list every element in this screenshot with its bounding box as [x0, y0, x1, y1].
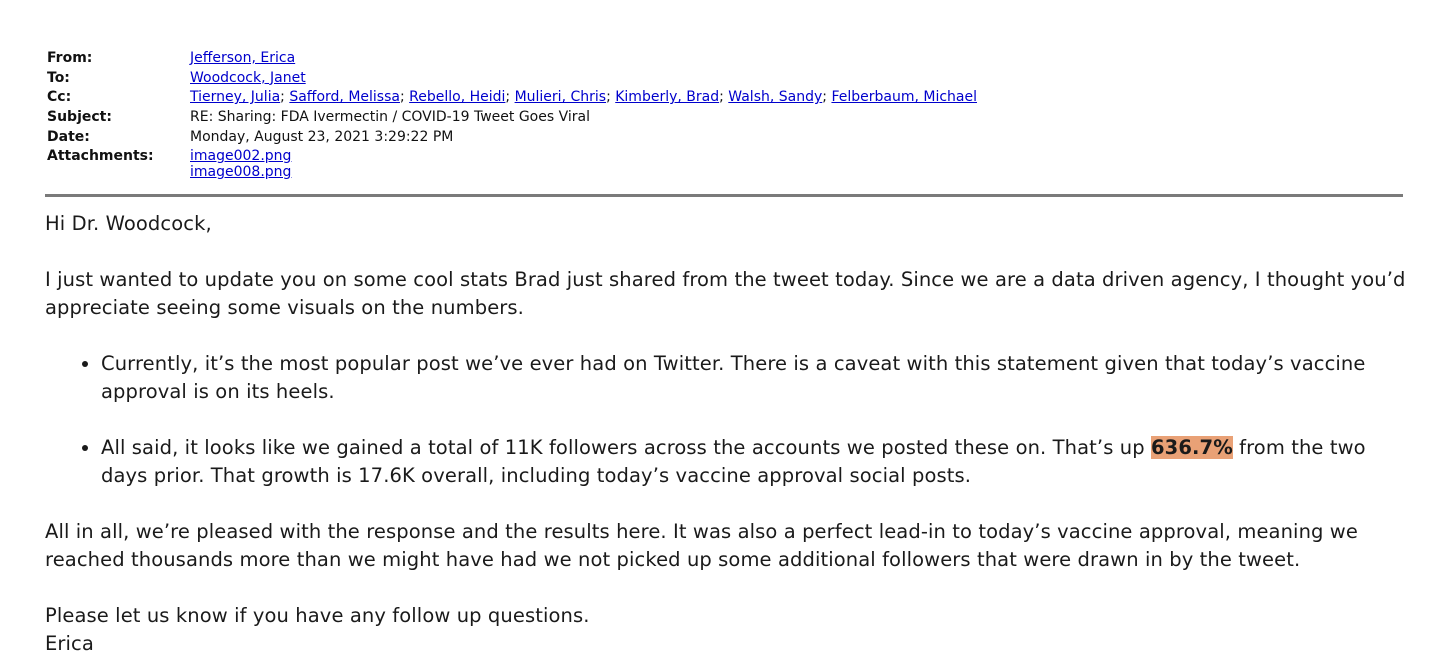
intro-paragraph: I just wanted to update you on some cool stats Brad just shared from the tweet today. Since we are a data driven agency, I thought you’d appreciate seeing some visuals on the numbers.: [45, 268, 1406, 319]
cc-label: Cc:: [47, 89, 72, 106]
cc-separator: ;: [505, 89, 515, 106]
email-body: [45, 210, 1415, 658]
cc-separator: ;: [822, 89, 832, 106]
cc-separator: ;: [719, 89, 729, 106]
bullet-text: from the two days prior. That growth is 17.6K overall, including today’s vaccine approval social posts.: [101, 436, 1366, 487]
to-link[interactable]: Woodcock, Janet: [190, 69, 306, 86]
bullet-text: All said, it looks like we gained a total of 11K followers across the accounts we posted these on. That’s up: [101, 436, 1152, 459]
closing-line: Please let us know if you have any follow up questions.: [45, 604, 590, 627]
subject-label: Subject:: [47, 109, 112, 126]
subject-value: RE: Sharing: FDA Ivermectin / COVID-19 Tweet Goes Viral: [190, 109, 590, 126]
cc-separator: ;: [606, 89, 616, 106]
cc-list: [190, 88, 977, 108]
attachments-label: Attachments:: [47, 148, 154, 165]
bullet-list: [45, 350, 1415, 490]
highlighted-stat: 636.7%: [1151, 436, 1233, 459]
summary-paragraph: All in all, we’re pleased with the response and the results here. It was also a perfect lead-in to today’s vaccine approval, meaning we reached thousands more than we might have had we not picked up some additional followers that were drawn in by the tweet.: [45, 520, 1358, 571]
to-label: To:: [47, 69, 70, 86]
signature: Erica: [45, 632, 94, 655]
greeting: Hi Dr. Woodcock,: [45, 212, 212, 235]
cc-link[interactable]: Tierney, Julia: [190, 89, 281, 106]
cc-link[interactable]: Walsh, Sandy: [728, 89, 823, 106]
cc-separator: ;: [399, 89, 410, 106]
bullet-item: [101, 434, 1415, 490]
cc-link[interactable]: Safford, Melissa: [289, 89, 400, 106]
from-link[interactable]: Jefferson, Erica: [190, 50, 296, 66]
header-divider: [45, 194, 1403, 197]
attachment-link[interactable]: image002.png: [190, 148, 292, 164]
from-label: From:: [47, 50, 93, 66]
cc-link[interactable]: Rebello, Heidi: [409, 89, 506, 106]
cc-link[interactable]: Kimberly, Brad: [615, 89, 720, 106]
attachment-link[interactable]: image008.png: [190, 164, 292, 180]
cc-link[interactable]: Felberbaum, Michael: [831, 89, 977, 106]
cc-link[interactable]: Mulieri, Chris: [514, 89, 607, 106]
bullet-item: • Currently, it’s the most popular post we’ve ever had on Twitter. There is a caveat with this statement given that today’s vaccine approval is on its heels.: [101, 350, 1415, 406]
date-label: Date:: [47, 128, 90, 145]
cc-separator: ;: [280, 89, 290, 106]
attachments-list: [190, 148, 291, 180]
date-value: Monday, August 23, 2021 3:29:22 PM: [190, 128, 454, 145]
